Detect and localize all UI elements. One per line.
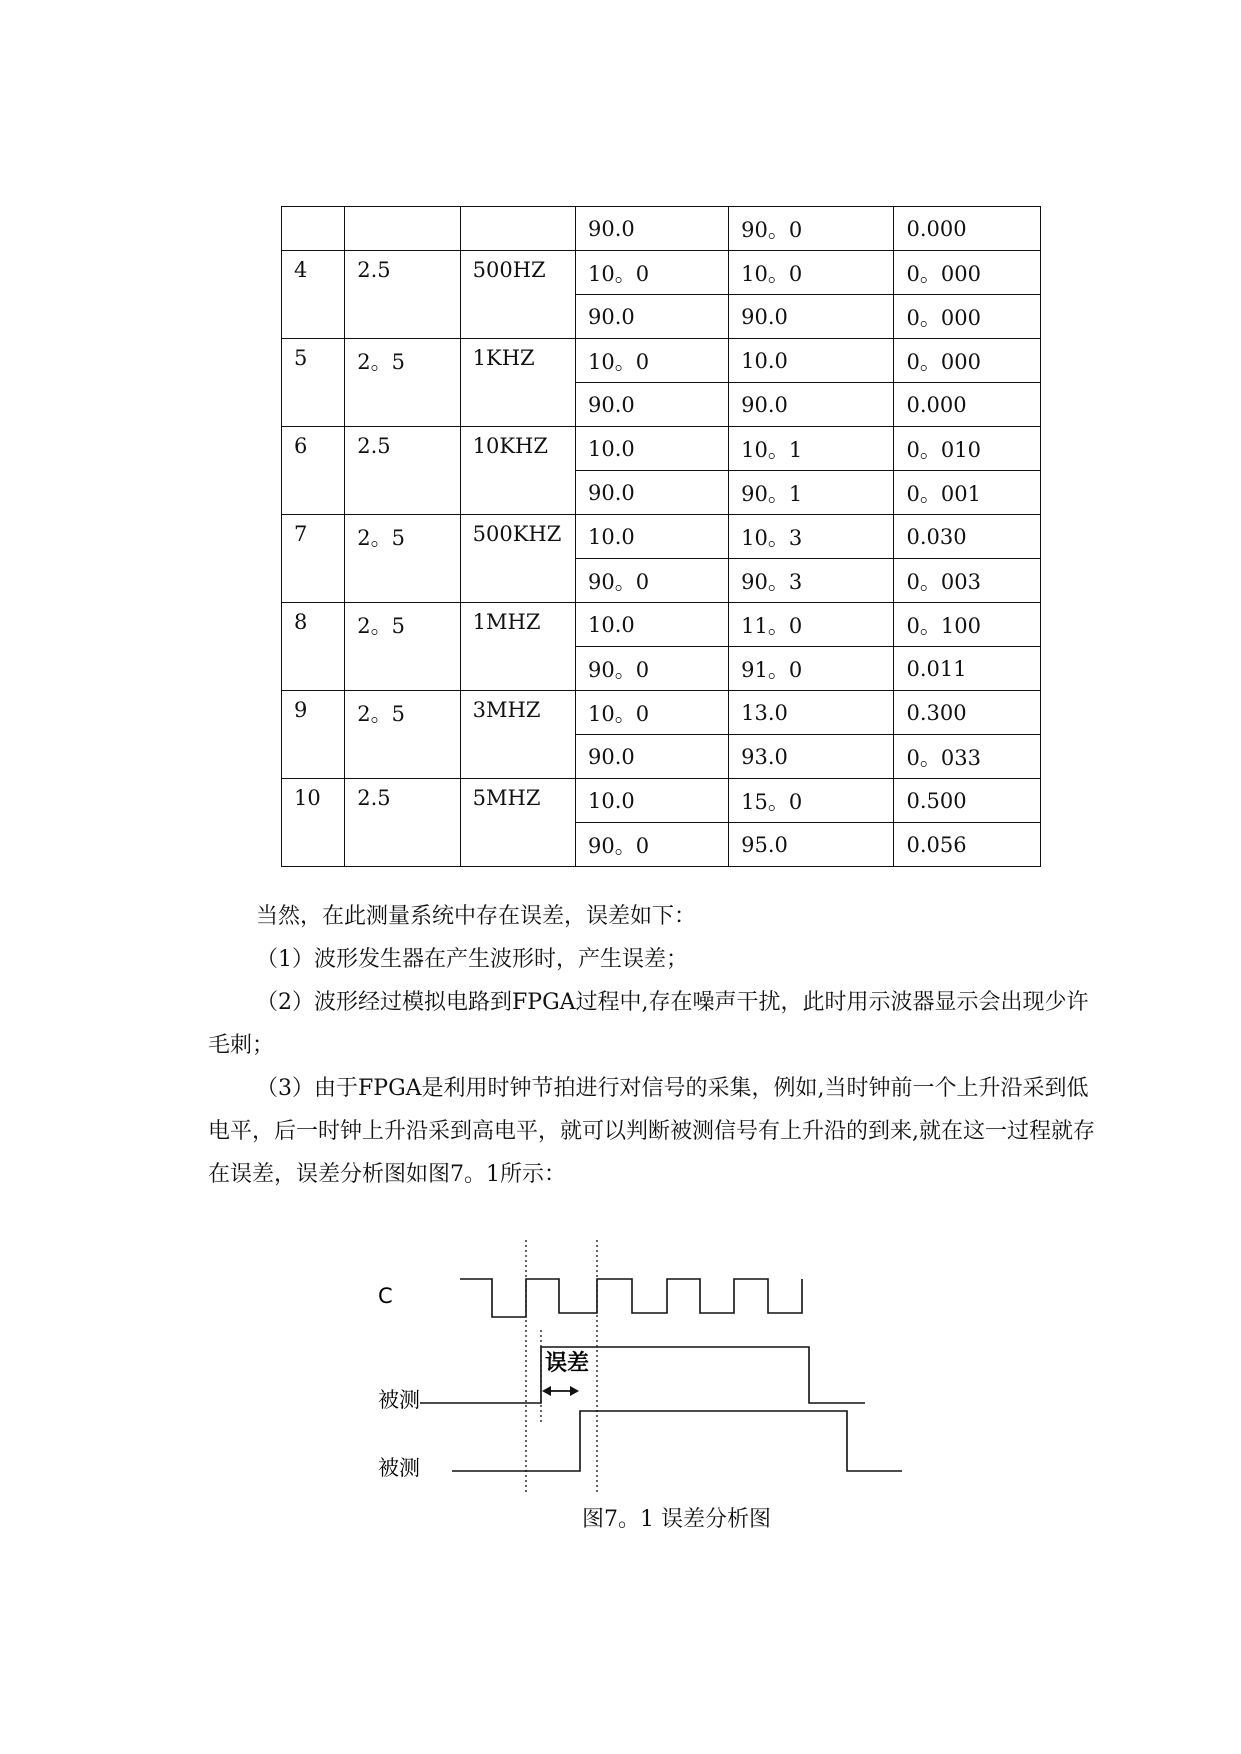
cell-set-value: 10。0 — [576, 251, 729, 295]
paragraph-intro: 当然，在此测量系统中存在误差，误差如下： — [256, 904, 697, 929]
cell-measured-value: 10.0 — [729, 339, 894, 383]
cell-set-value: 10.0 — [576, 427, 729, 471]
table-row — [282, 515, 1041, 559]
cell-index: 8 — [282, 603, 345, 691]
cell-voltage: 2。5 — [345, 691, 460, 779]
cell-measured-value: 90。3 — [729, 559, 894, 603]
cell-measured-value: 10。3 — [729, 515, 894, 559]
cell-voltage: 2。5 — [345, 603, 460, 691]
table-row — [282, 339, 1041, 383]
cell-measured-value: 13.0 — [729, 691, 894, 735]
paragraph-item-2: （2）波形经过模拟电路到FPGA过程中,存在噪声干扰，此时用示波器显示会出现少许毛刺； — [208, 990, 1089, 1058]
cell-measured-value: 95.0 — [729, 823, 894, 867]
table-row — [282, 251, 1041, 295]
cell-error-value: 0.300 — [894, 691, 1041, 735]
cell-frequency: 1MHZ — [460, 603, 575, 691]
table-row — [282, 603, 1041, 647]
cell-set-value: 90.0 — [576, 383, 729, 427]
cell-set-value: 90.0 — [576, 471, 729, 515]
cell-set-value: 10。0 — [576, 691, 729, 735]
cell-set-value: 90.0 — [576, 207, 729, 251]
cell-frequency: 3MHZ — [460, 691, 575, 779]
cell-error-value: 0.000 — [894, 207, 1041, 251]
cell-index: 10 — [282, 779, 345, 867]
cell-measured-value: 10。0 — [729, 251, 894, 295]
error-arrow-head-right — [570, 1386, 579, 1396]
measurement-table — [281, 206, 1041, 867]
clock-waveform — [460, 1279, 802, 1317]
cell-error-value: 0。010 — [894, 427, 1041, 471]
cell-error-value: 0。000 — [894, 339, 1041, 383]
cell-measured-value: 11。0 — [729, 603, 894, 647]
cell-measured-value: 90.0 — [729, 383, 894, 427]
paragraph-item-3: （3）由于FPGA是利用时钟节拍进行对信号的采集，例如,当时钟前一个上升沿采到低电平，后一时钟上升沿采到高电平，就可以判断被测信号有上升沿的到来,就在这一过程就存在误差，误差分析图如图7。1所示： — [208, 1076, 1095, 1187]
cell-error-value: 0。000 — [894, 251, 1041, 295]
table-row — [282, 779, 1041, 823]
error-arrow-head-left — [542, 1386, 551, 1396]
cell-index — [282, 207, 345, 251]
cell-error-value: 0.056 — [894, 823, 1041, 867]
cell-measured-value: 91。0 — [729, 647, 894, 691]
cell-set-value: 10.0 — [576, 603, 729, 647]
cell-measured-value: 93.0 — [729, 735, 894, 779]
cell-voltage: 2.5 — [345, 427, 460, 515]
cell-frequency — [460, 207, 575, 251]
paragraph-item-1: （1）波形发生器在产生波形时，产生误差； — [256, 947, 688, 972]
signal-2-waveform — [452, 1411, 902, 1471]
cell-frequency: 5MHZ — [460, 779, 575, 867]
signal-2-label: 被测 — [378, 1456, 420, 1480]
signal-1-waveform — [420, 1347, 865, 1403]
cell-set-value: 10.0 — [576, 779, 729, 823]
cell-error-value: 0。100 — [894, 603, 1041, 647]
table-row — [282, 427, 1041, 471]
cell-error-value: 0.500 — [894, 779, 1041, 823]
cell-voltage: 2。5 — [345, 515, 460, 603]
cell-frequency: 10KHZ — [460, 427, 575, 515]
cell-error-value: 0.000 — [894, 383, 1041, 427]
cell-measured-value: 90.0 — [729, 295, 894, 339]
cell-index: 5 — [282, 339, 345, 427]
cell-error-value: 0.011 — [894, 647, 1041, 691]
error-label: 误差 — [545, 1351, 590, 1376]
cell-error-value: 0.030 — [894, 515, 1041, 559]
cell-set-value: 90.0 — [576, 295, 729, 339]
cell-voltage — [345, 207, 460, 251]
cell-index: 6 — [282, 427, 345, 515]
cell-index: 7 — [282, 515, 345, 603]
cell-voltage: 2。5 — [345, 339, 460, 427]
cell-measured-value: 90。0 — [729, 207, 894, 251]
cell-measured-value: 90。1 — [729, 471, 894, 515]
cell-frequency: 500KHZ — [460, 515, 575, 603]
cell-index: 9 — [282, 691, 345, 779]
cell-set-value: 90。0 — [576, 647, 729, 691]
cell-set-value: 90。0 — [576, 823, 729, 867]
cell-error-value: 0。000 — [894, 295, 1041, 339]
cell-set-value: 90.0 — [576, 735, 729, 779]
cell-frequency: 1KHZ — [460, 339, 575, 427]
cell-set-value: 10。0 — [576, 339, 729, 383]
table-row — [282, 691, 1041, 735]
table-body — [282, 207, 1041, 867]
clock-label: C — [378, 1284, 393, 1308]
cell-error-value: 0。001 — [894, 471, 1041, 515]
cell-voltage: 2.5 — [345, 779, 460, 867]
cell-voltage: 2.5 — [345, 251, 460, 339]
signal-1-label: 被测 — [378, 1388, 420, 1412]
cell-measured-value: 15。0 — [729, 779, 894, 823]
cell-set-value: 90。0 — [576, 559, 729, 603]
cell-set-value: 10.0 — [576, 515, 729, 559]
cell-index: 4 — [282, 251, 345, 339]
error-analysis-diagram — [370, 1235, 910, 1500]
table-row — [282, 207, 1041, 251]
cell-error-value: 0。003 — [894, 559, 1041, 603]
cell-measured-value: 10。1 — [729, 427, 894, 471]
cell-error-value: 0。033 — [894, 735, 1041, 779]
cell-frequency: 500HZ — [460, 251, 575, 339]
figure-caption: 图7。1 误差分析图 — [582, 1507, 771, 1532]
